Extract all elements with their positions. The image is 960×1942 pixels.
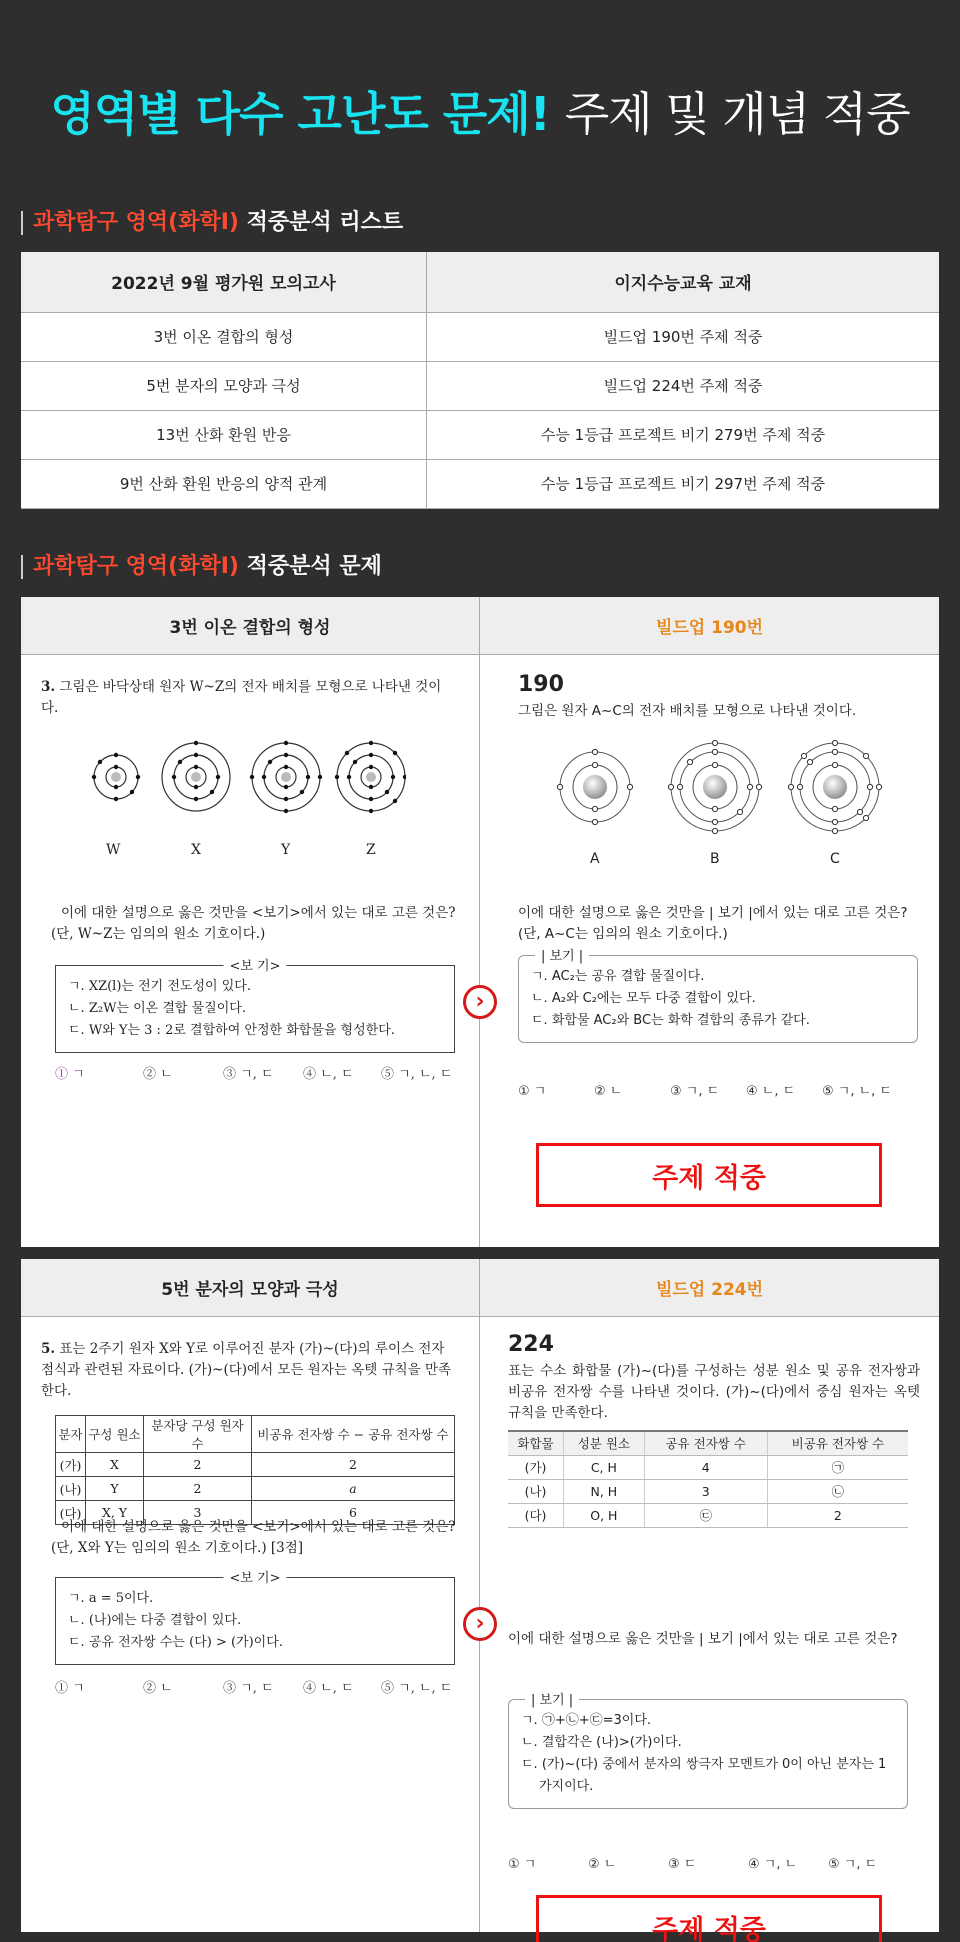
table-header-row bbox=[21, 252, 939, 312]
table-header-row: 분자 구성 원소 분자당 구성 원자 수 비공유 전자쌍 수 − 공유 전자쌍 수 bbox=[56, 1416, 455, 1453]
table-row: (다) O, H ㉢ 2 bbox=[508, 1503, 908, 1527]
bogi-box: <보 기> ㄱ. a = 5이다. ㄴ. (나)에는 다중 결합이 있다. ㄷ. 공유 전자쌍 수는 (다) > (가)이다. bbox=[55, 1577, 455, 1665]
answer-choices: ① ㄱ ② ㄴ ③ ㄱ, ㄷ ④ ㄴ, ㄷ ⑤ ㄱ, ㄴ, ㄷ bbox=[518, 1084, 892, 1099]
atom-diagram-wxyz bbox=[76, 735, 406, 840]
table-row: (다) X, Y 3 6 bbox=[56, 1501, 455, 1525]
data-table bbox=[55, 1415, 455, 1525]
table-header-cell: 2022년 9월 평가원 모의고사 bbox=[21, 252, 426, 312]
topic-hit-badge: 주제 적중 bbox=[536, 1143, 882, 1207]
headline-rest: 주제 및 개념 적중 bbox=[564, 87, 910, 141]
table-row: 9번 산화 환원 반응의 양적 관계 수능 1등급 프로젝트 비기 297번 주제 적중 bbox=[21, 459, 939, 508]
exam-question-5: 5. 표는 2주기 원자 X와 Y로 이루어진 분자 (가)~(다)의 루이스 전자점식과 관련된 자료이다. (가)~(다)에서 모든 원자는 옥텟 규칙을 만족한다. 분자 구성 원소 분자당 구성 원자 수 비공유 전자쌍 수 − 공유 전자쌍 수 (가) X 2 2 (나) Y 2 a (다) X, Y 3 6 이에 대한 설명으로 옳은 것만을 <보기>에서 있는 대로 고른 것은? (단, X와 Y는 임의의 원소 기호이다.) [3점] <보 기> ㄱ. a = 5이다. ㄴ. (나)에는 다중 결합이 있다. ㄷ. 공유 전자쌍 수는 (다) > (가)이다. ① ㄱ ② ㄴ ③ ㄱ, ㄷ ④ ㄴ, ㄷ ⑤ ㄱ, ㄴ, ㄷ bbox=[21, 1317, 480, 1932]
compare-block-2 bbox=[21, 1259, 939, 1942]
page-headline bbox=[0, 78, 960, 144]
left-header: 3번 이온 결합의 형성 bbox=[21, 597, 480, 654]
compare-block-1 bbox=[21, 597, 939, 1247]
section-title-list: 과학탐구 영역(화학Ⅰ) 적중분석 리스트 bbox=[21, 211, 403, 235]
table-row: (가) C, H 4 ㉠ bbox=[508, 1455, 908, 1479]
bogi-box: <보 기> ㄱ. XZ(l)는 전기 전도성이 있다. ㄴ. Z₂W는 이온 결합 물질이다. ㄷ. W와 Y는 3 : 2로 결합하여 안정한 화합물을 형성한다. bbox=[55, 965, 455, 1053]
right-header: 빌드업 224번 bbox=[655, 1280, 764, 1300]
compare-header bbox=[21, 1259, 939, 1317]
section-title-problems: 과학탐구 영역(화학Ⅰ) 적중분석 문제 bbox=[21, 555, 382, 579]
table-row: (나) Y 2 a bbox=[56, 1477, 455, 1501]
answer-choices: ① ㄱ ② ㄴ ③ ㄱ, ㄷ ④ ㄴ, ㄷ ⑤ ㄱ, ㄴ, ㄷ bbox=[55, 1681, 453, 1696]
topic-hit-badge: 주제 적중 bbox=[536, 1895, 882, 1942]
chevron-right-icon: › bbox=[463, 1607, 497, 1641]
textbook-question-190: 190 그림은 원자 A~C의 전자 배치를 모형으로 나타낸 것이다. A B C 이에 대한 설명으로 옳은 것만을 | 보기 |에서 있는 대로 고른 것은? (단, A~C는 임의의 원소 기호이다.) | 보기 | ㄱ. AC₂는 공유 결합 물질이다. ㄴ. A₂와 C₂에는 모두 다중 결합이 있다. ㄷ. 화합물 AC₂와 BC는 화학 결합의 종류가 같다. ① ㄱ ② ㄴ ③ ㄱ, ㄷ ④ ㄴ, ㄷ ⑤ ㄱ, ㄴ, ㄷ 주제 적중 bbox=[480, 655, 939, 1247]
data-table bbox=[508, 1430, 908, 1528]
bogi-box: | 보기 | ㄱ. ㉠+㉡+㉢=3이다. ㄴ. 결합각은 (나)>(가)이다. ㄷ. (가)~(다) 중에서 분자의 쌍극자 모멘트가 0이 아닌 분자는 1가지이다. bbox=[508, 1699, 908, 1809]
compare-header bbox=[21, 597, 939, 655]
table-row: (가) X 2 2 bbox=[56, 1453, 455, 1477]
atom-diagram-abc bbox=[550, 740, 890, 840]
chevron-right-icon: › bbox=[463, 985, 497, 1019]
exam-question-3: 3. 그림은 바닥상태 원자 W~Z의 전자 배치를 모형으로 나타낸 것이다. W X Y Z 이에 대한 설명으로 옳은 것만을 <보기>에서 있는 대로 고른 것은? (단, W~Z는 임의의 원소 기호이다.) <보 기> ㄱ. XZ(l)는 전기 전도성이 있다. ㄴ. Z₂W는 이온 결합 물질이다. ㄷ. W와 Y는 3 : 2로 결합하여 안정한 화합물을 형성한다. ① ㄱ ② ㄴ ③ ㄱ, ㄷ ④ ㄴ, ㄷ ⑤ ㄱ, ㄴ, ㄷ bbox=[21, 655, 480, 1247]
table-header-row: 화합물 성분 원소 공유 전자쌍 수 비공유 전자쌍 수 bbox=[508, 1431, 908, 1455]
table-row: 3번 이온 결합의 형성 빌드업 190번 주제 적중 bbox=[21, 312, 939, 361]
table-row: 5번 분자의 모양과 극성 빌드업 224번 주제 적중 bbox=[21, 361, 939, 410]
answer-choices: ① ㄱ ② ㄴ ③ ㄱ, ㄷ ④ ㄴ, ㄷ ⑤ ㄱ, ㄴ, ㄷ bbox=[55, 1067, 453, 1082]
textbook-question-224: 224 표는 수소 화합물 (가)~(다)를 구성하는 성분 원소 및 공유 전자쌍과 비공유 전자쌍 수를 나타낸 것이다. (가)~(다)에서 중심 원자는 옥텟 규칙을 만족한다. 화합물 성분 원소 공유 전자쌍 수 비공유 전자쌍 수 (가) C, H 4 ㉠ (나) N, H 3 ㉡ (다) O, H ㉢ 2 이에 대한 설명으로 옳은 것만을 | 보기 |에서 있는 대로 고른 것은? | 보기 | ㄱ. ㉠+㉡+㉢=3이다. ㄴ. 결합각은 (나)>(가)이다. ㄷ. (가)~(다) 중에서 분자의 쌍극자 모멘트가 0이 아닌 분자는 1가지이다. ① ㄱ ② ㄴ ③ ㄷ ④ ㄱ, ㄴ ⑤ ㄱ, ㄷ 주제 적중 bbox=[480, 1317, 939, 1932]
right-header: 빌드업 190번 bbox=[655, 618, 764, 638]
headline-highlight: 영역별 다수 고난도 문제! bbox=[50, 87, 550, 141]
analysis-list-table bbox=[21, 252, 939, 509]
bogi-box: | 보기 | ㄱ. AC₂는 공유 결합 물질이다. ㄴ. A₂와 C₂에는 모두 다중 결합이 있다. ㄷ. 화합물 AC₂와 BC는 화학 결합의 종류가 같다. bbox=[518, 955, 918, 1043]
answer-choices: ① ㄱ ② ㄴ ③ ㄷ ④ ㄱ, ㄴ ⑤ ㄱ, ㄷ bbox=[508, 1857, 878, 1872]
table-row: (나) N, H 3 ㉡ bbox=[508, 1479, 908, 1503]
left-header: 5번 분자의 모양과 극성 bbox=[21, 1259, 480, 1316]
table-row: 13번 산화 환원 반응 수능 1등급 프로젝트 비기 279번 주제 적중 bbox=[21, 410, 939, 459]
table-header-cell: 이지수능교육 교재 bbox=[426, 252, 939, 312]
